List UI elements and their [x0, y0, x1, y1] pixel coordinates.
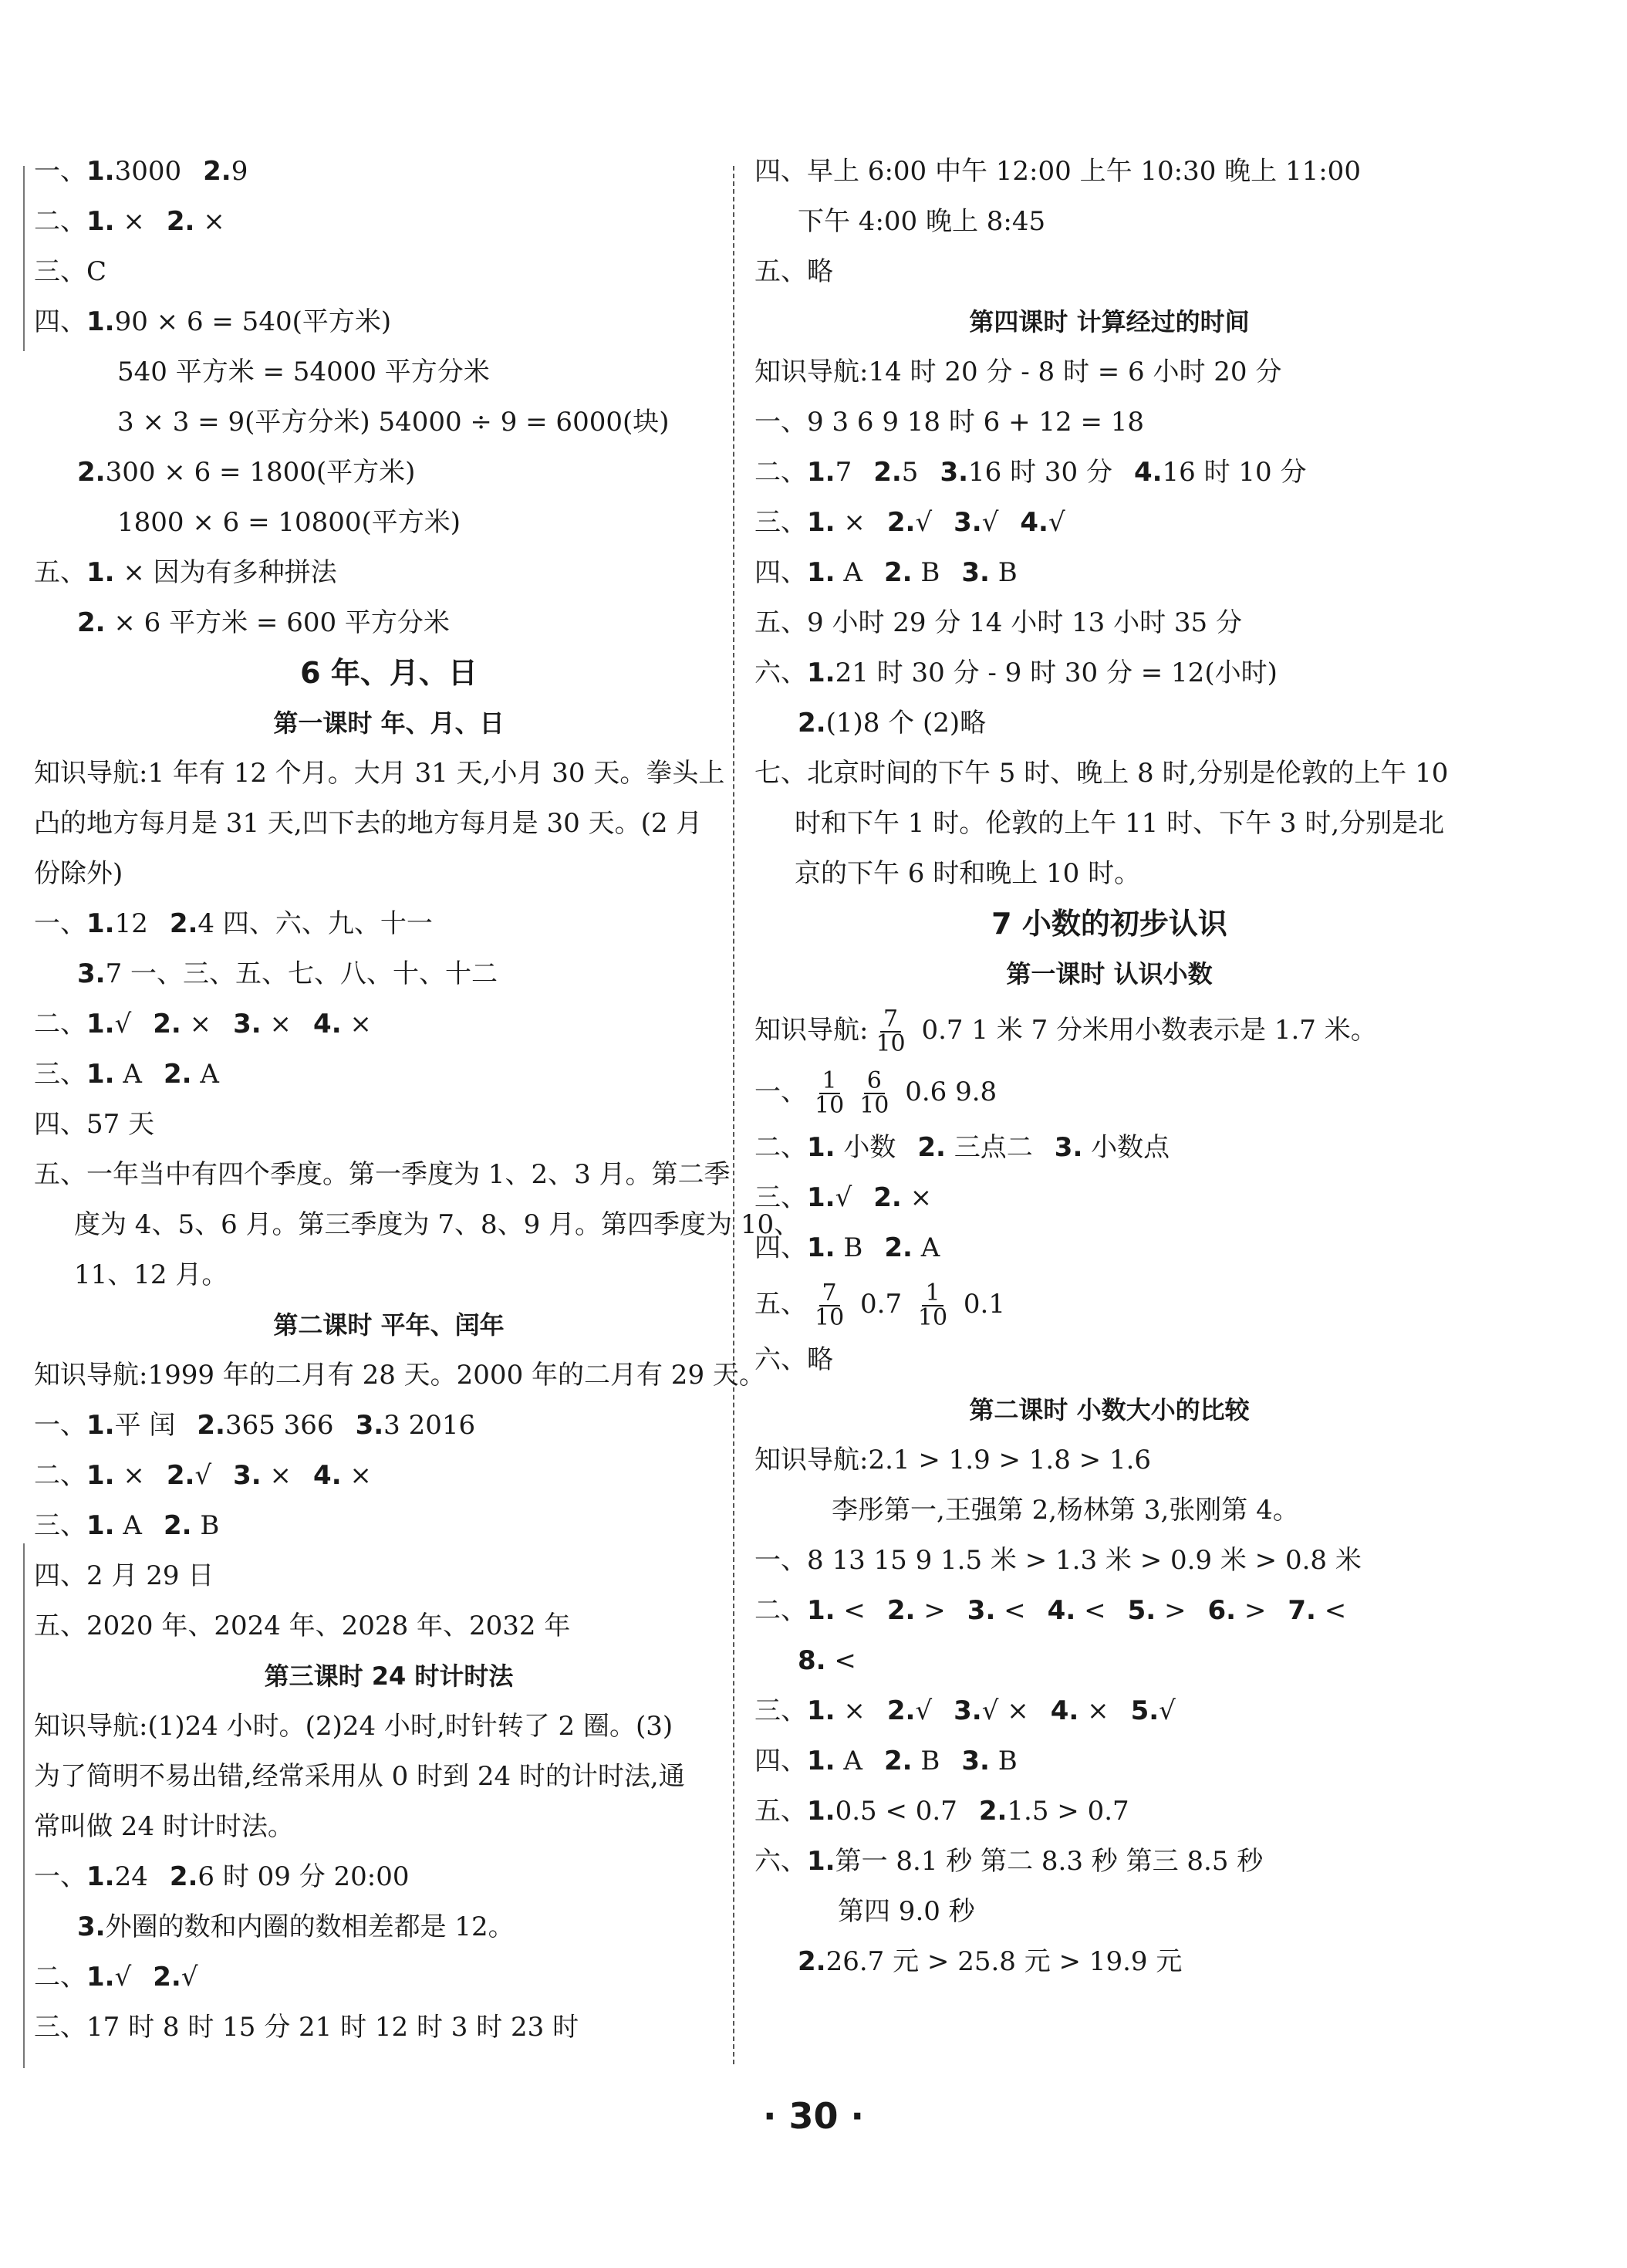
answer-line: 常叫做 24 时计时法。 — [34, 1811, 294, 1842]
answer-line: 份除外) — [34, 858, 123, 889]
margin-line — [23, 1543, 25, 2068]
answer-line: 知识导航:(1)24 小时。(2)24 小时,时针转了 2 圈。(3) — [34, 1711, 673, 1742]
answer-line: 三、1. × 2.√ 3.√ × 4. × 5.√ — [754, 1695, 1176, 1726]
answer-line: 四、1. B 2. A — [754, 1232, 940, 1263]
answer-line: 8. < — [798, 1645, 856, 1676]
answer-line: 二、1. 小数 2. 三点二 3. 小数点 — [754, 1132, 1170, 1163]
answer-line: 下午 4:00 晚上 8:45 — [798, 206, 1046, 237]
answer-line: 一、8 13 15 9 1.5 米 > 1.3 米 > 0.9 米 > 0.8 米 — [754, 1545, 1362, 1576]
answer-line: 度为 4、5、6 月。第三季度为 7、8、9 月。第四季度为 10、 — [74, 1209, 801, 1240]
answer-line: 2. × 6 平方米 = 600 平方分米 — [77, 607, 450, 638]
answer-line: 五、1.0.5 < 0.7 2.1.5 > 0.7 — [754, 1796, 1129, 1827]
answer-line: 五、1. × 因为有多种拼法 — [34, 557, 337, 588]
lesson-title: 第四课时 计算经过的时间 — [969, 307, 1250, 336]
fraction: $\frac{7}{10}$ — [876, 1006, 906, 1057]
margin-line — [23, 166, 25, 351]
answer-line: 六、略 — [754, 1344, 833, 1375]
answer-line: 三、1. × 2.√ 3.√ 4.√ — [754, 507, 1065, 538]
lesson-title: 第一课时 年、月、日 — [273, 708, 505, 738]
answer-line: 二、1. < 2. > 3. < 4. < 5. > 6. > 7. < — [754, 1595, 1347, 1626]
answer-line: 李彤第一,王强第 2,杨林第 3,张刚第 4。 — [832, 1495, 1299, 1526]
answer-line: 四、2 月 29 日 — [34, 1560, 214, 1591]
answer-line: 一、1.12 2.4 四、六、九、十一 — [34, 908, 433, 939]
answer-line: 一、 $\frac{1}{10}$ $\frac{6}{10}$ 0.6 9.8 — [754, 1067, 997, 1119]
answer-line: 四、1. A 2. B 3. B — [754, 557, 1018, 588]
answer-line: 540 平方米 = 54000 平方分米 — [117, 357, 490, 387]
right-column — [754, 147, 1464, 1987]
answer-line: 七、北京时间的下午 5 时、晚上 8 时,分别是伦敦的上午 10 — [754, 758, 1449, 789]
answer-line: 五、一年当中有四个季度。第一季度为 1、2、3 月。第二季 — [34, 1159, 731, 1190]
answer-line: 1800 × 6 = 10800(平方米) — [117, 507, 461, 538]
answer-line: 3 × 3 = 9(平方分米) 54000 ÷ 9 = 6000(块) — [117, 407, 670, 438]
answer-line: 四、早上 6:00 中午 12:00 上午 10:30 晚上 11:00 — [754, 156, 1361, 187]
answer-line: 为了简明不易出错,经常采用从 0 时到 24 时的计时法,通 — [34, 1761, 685, 1792]
section-title: 7 小数的初步认识 — [991, 907, 1227, 941]
answer-line: 一、1.24 2.6 时 09 分 20:00 — [34, 1861, 410, 1892]
answer-line: 一、1.平 闰 2.365 366 3.3 2016 — [34, 1410, 476, 1441]
answer-line: 11、12 月。 — [74, 1259, 228, 1290]
answer-line: 五、 $\frac{7}{10}$ 0.7 $\frac{1}{10}$ 0.1 — [754, 1279, 1005, 1331]
answer-line: 知识导航: $\frac{7}{10}$ 0.7 1 米 7 分米用小数表示是 1.7 米。 — [754, 1006, 1377, 1057]
answer-line: 二、1. × 2.√ 3. × 4. × — [34, 1460, 372, 1491]
answer-line: 凸的地方每月是 31 天,凹下去的地方每月是 30 天。(2 月 — [34, 808, 703, 839]
answer-line: 3.7 一、三、五、七、八、十、十二 — [77, 958, 498, 989]
answer-line: 三、1. A 2. A — [34, 1059, 219, 1090]
fraction: $\frac{6}{10}$ — [859, 1067, 889, 1119]
lesson-title: 第一课时 认识小数 — [1006, 959, 1213, 989]
answer-line: 二、1.√ 2.√ — [34, 1962, 198, 1993]
section-title: 6 年、月、日 — [300, 656, 478, 690]
answer-line: 一、1.3000 2.9 — [34, 156, 248, 187]
answer-line: 一、9 3 6 9 18 时 6 + 12 = 18 — [754, 407, 1145, 438]
answer-line: 2.300 × 6 = 1800(平方米) — [77, 457, 416, 488]
answer-line: 四、57 天 — [34, 1109, 155, 1140]
answer-line: 六、1.第一 8.1 秒 第二 8.3 秒 第三 8.5 秒 — [754, 1846, 1264, 1877]
answer-line: 知识导航:14 时 20 分 - 8 时 = 6 小时 20 分 — [754, 357, 1282, 387]
answer-line: 3.外圈的数和内圈的数相差都是 12。 — [77, 1911, 515, 1942]
fraction: $\frac{1}{10}$ — [815, 1067, 845, 1119]
answer-line: 知识导航:1 年有 12 个月。大月 31 天,小月 30 天。拳头上 — [34, 758, 725, 789]
answer-line: 三、1. A 2. B — [34, 1510, 220, 1541]
answer-line: 2.(1)8 个 (2)略 — [798, 708, 987, 739]
answer-line: 三、17 时 8 时 15 分 21 时 12 时 3 时 23 时 — [34, 2012, 579, 2043]
answer-line: 三、C — [34, 256, 107, 287]
lesson-title: 第二课时 平年、闰年 — [273, 1310, 505, 1340]
answer-line: 2.26.7 元 > 25.8 元 > 19.9 元 — [798, 1946, 1183, 1977]
answer-line: 知识导航:2.1 > 1.9 > 1.8 > 1.6 — [754, 1445, 1152, 1475]
answer-line: 四、1. A 2. B 3. B — [754, 1746, 1018, 1776]
fraction: $\frac{7}{10}$ — [815, 1279, 845, 1331]
answer-line: 五、2020 年、2024 年、2028 年、2032 年 — [34, 1611, 571, 1641]
answer-line: 知识导航:1999 年的二月有 28 天。2000 年的二月有 29 天。 — [34, 1360, 765, 1391]
answer-line: 时和下午 1 时。伦敦的上午 11 时、下午 3 时,分别是北 — [795, 808, 1445, 839]
answer-line: 二、1.7 2.5 3.16 时 30 分 4.16 时 10 分 — [754, 457, 1307, 488]
answer-line: 二、1. × 2. × — [34, 206, 225, 237]
lesson-title: 第二课时 小数大小的比较 — [969, 1395, 1250, 1425]
answer-line: 京的下午 6 时和晚上 10 时。 — [795, 858, 1141, 889]
answer-line: 五、9 小时 29 分 14 小时 13 小时 35 分 — [754, 607, 1242, 638]
answer-line: 二、1.√ 2. × 3. × 4. × — [34, 1009, 372, 1039]
answer-line: 第四 9.0 秒 — [838, 1896, 975, 1927]
answer-line: 五、略 — [754, 256, 833, 287]
page-number: · 30 · — [763, 2095, 864, 2137]
lesson-title: 第三课时 24 时计时法 — [264, 1661, 514, 1691]
answer-line: 六、1.21 时 30 分 - 9 时 30 分 = 12(小时) — [754, 657, 1278, 688]
fraction: $\frac{1}{10}$ — [917, 1279, 948, 1331]
answer-line: 三、1.√ 2. × — [754, 1182, 933, 1213]
answer-line: 四、1.90 × 6 = 540(平方米) — [34, 306, 392, 337]
